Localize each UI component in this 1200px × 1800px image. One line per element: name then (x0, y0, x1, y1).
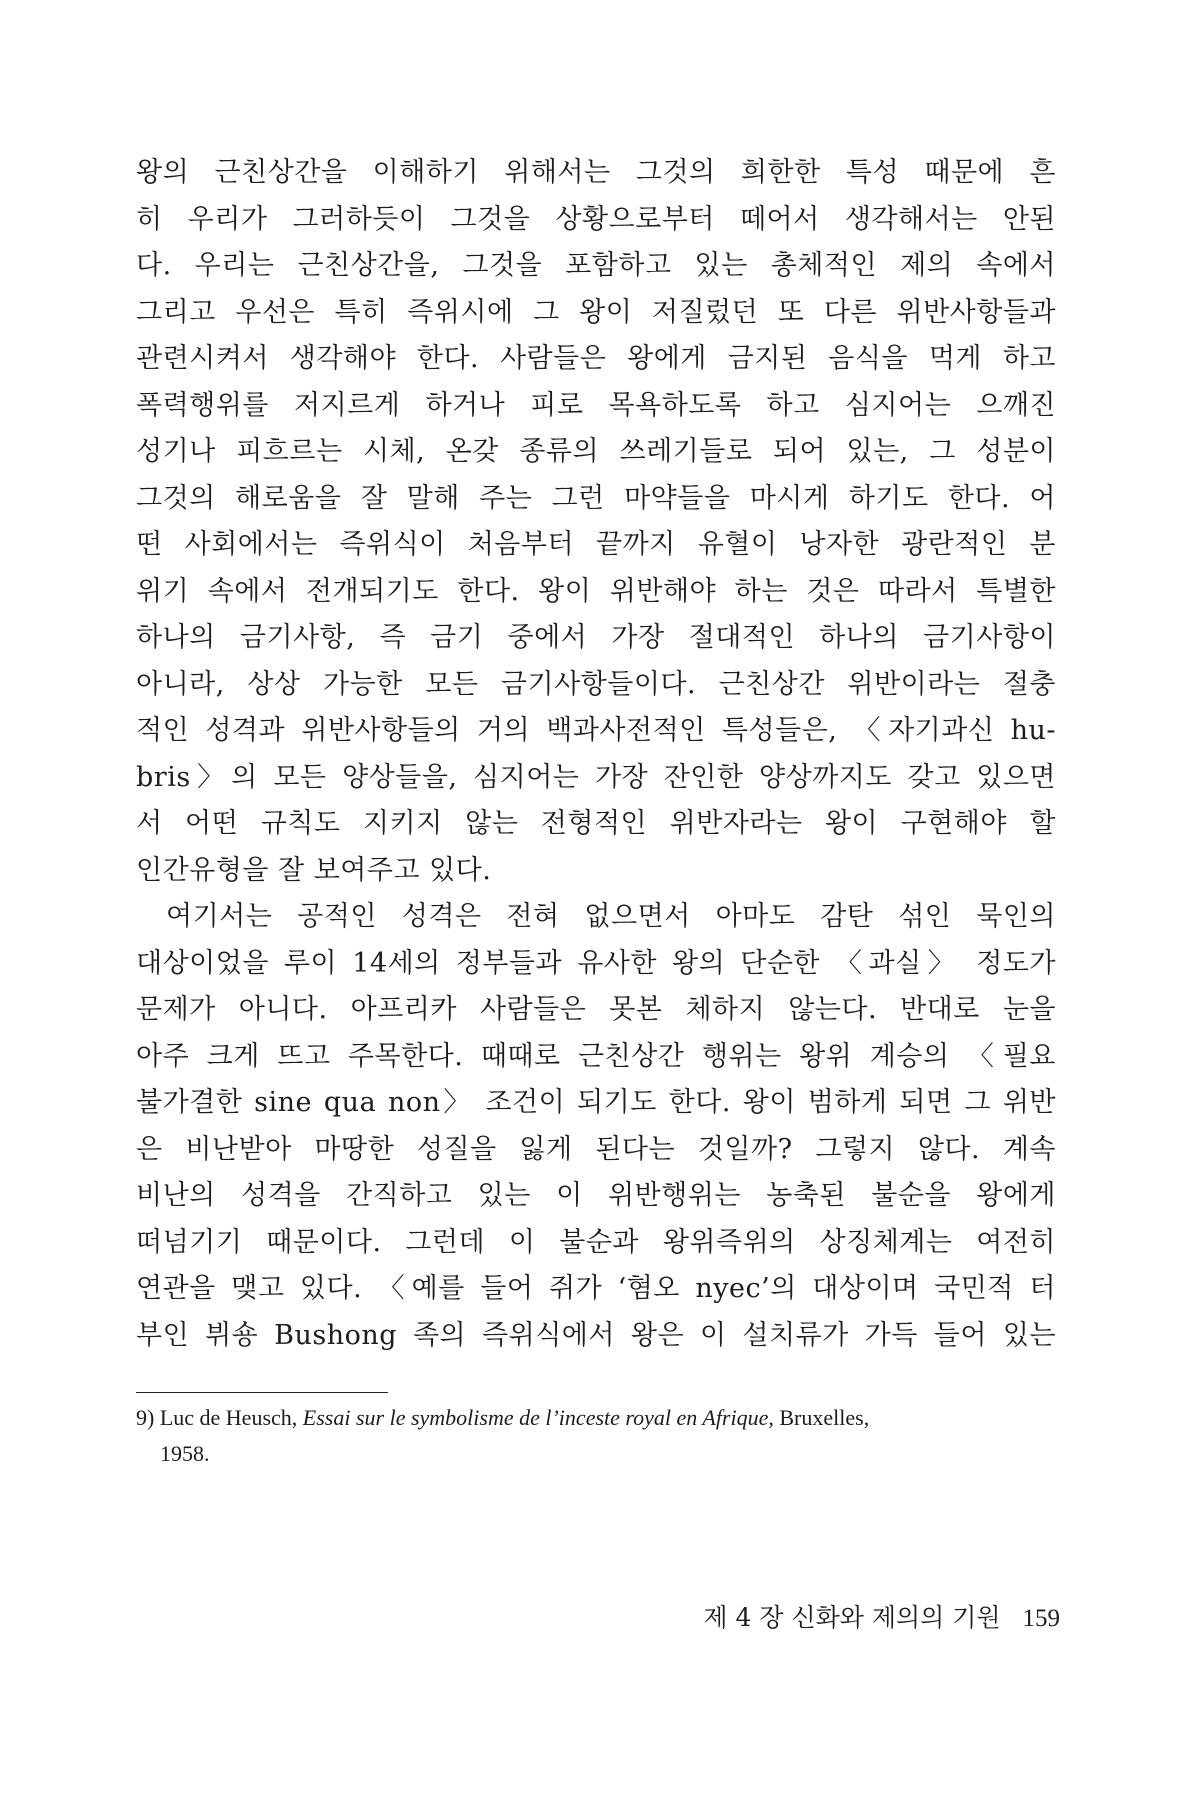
chapter-title: 제 4 장 신화와 제의의 기원 (703, 1603, 1001, 1632)
body-text (136, 150, 1056, 1359)
text-line: 폭력행위를 저지르게 하거나 피로 목욕하도록 하고 심지어는 으깨진 (136, 389, 1056, 421)
text-line: 적인 성격과 위반사항들의 거의 백과사전적인 특성들은, 〈자기과신 hu- (136, 715, 1056, 746)
footnote-author: Luc de Heusch, (159, 1405, 298, 1430)
text-line: 그리고 우선은 특히 즉위시에 그 왕이 저질렀던 또 다른 위반사항들과 (136, 296, 1056, 328)
text-line: 하나의 금기사항, 즉 금기 중에서 가장 절대적인 하나의 금기사항이 (136, 622, 1056, 653)
text-line: 문제가 아니다. 아프리카 사람들은 못본 체하지 않는다. 반대로 눈을 (136, 994, 1056, 1025)
text-line: 관련시켜서 생각해야 한다. 사람들은 왕에게 금지된 음식을 먹게 하고 (136, 343, 1056, 374)
footnote-number: 9) (136, 1405, 155, 1430)
text-line: 연관을 맺고 있다. 〈예를 들어 쥐가 ‘혐오 nyec’의 대상이며 국민적 터 (136, 1273, 1056, 1304)
text-line: 위기 속에서 전개되기도 한다. 왕이 위반해야 하는 것은 따라서 특별한 (136, 575, 1056, 607)
text-line: 여기서는 공적인 성격은 전혀 없으면서 아마도 감탄 섞인 묵인의 (166, 901, 1056, 932)
footnote-place: Bruxelles, (779, 1405, 870, 1430)
footnote-year: 1958. (160, 1441, 210, 1466)
text-line: 성기나 피흐르는 시체, 온갖 종류의 쓰레기들로 되어 있는, 그 성분이 (136, 436, 1056, 467)
text-line: bris〉의 모든 양상들을, 심지어는 가장 잔인한 양상까지도 갖고 있으면 (136, 761, 1056, 793)
footnote (136, 1400, 1056, 1472)
page-number: 159 (1022, 1605, 1060, 1632)
text-line: 떤 사회에서는 즉위식이 처음부터 끝까지 유혈이 낭자한 광란적인 분 (136, 529, 1056, 560)
text-line: 떠넘기기 때문이다. 그런데 이 불순과 왕위즉위의 상징체계는 여전히 (136, 1226, 1056, 1258)
text-line: 은 비난받아 마땅한 성질을 잃게 된다는 것일까? 그렇지 않다. 계속 (136, 1133, 1056, 1165)
text-line: 아니라, 상상 가능한 모든 금기사항들이다. 근친상간 위반이라는 절충 (136, 668, 1056, 700)
footnote-title: Essai sur le symbolisme de l’inceste royal en Afrique, (302, 1405, 774, 1430)
text-line: 부인 뷔숑 Bushong 족의 즉위식에서 왕은 이 설치류가 가득 들어 있는 (136, 1319, 1056, 1351)
text-line: 아주 크게 뜨고 주목한다. 때때로 근친상간 행위는 왕위 계승의 〈필요 (136, 1040, 1056, 1072)
text-line: 왕의 근친상간을 이해하기 위해서는 그것의 희한한 특성 때문에 흔 (136, 157, 1056, 188)
running-footer (703, 1600, 1060, 1637)
text-line: 비난의 성격을 간직하고 있는 이 위반행위는 농축된 불순을 왕에게 (136, 1180, 1056, 1211)
footnote-line (136, 1400, 1056, 1436)
text-line: 인간유형을 잘 보여주고 있다. (136, 854, 492, 886)
text-line: 다. 우리는 근친상간을, 그것을 포함하고 있는 총체적인 제의 속에서 (136, 250, 1056, 281)
text-line: 불가결한 sine qua non〉 조건이 되기도 한다. 왕이 범하게 되면 그 위반 (136, 1087, 1056, 1118)
text-line: 히 우리가 그러하듯이 그것을 상황으로부터 떼어서 생각해서는 안된 (136, 203, 1056, 235)
text-line: 대상이었을 루이 14세의 정부들과 유사한 왕의 단순한 〈과실〉 정도가 (136, 947, 1056, 979)
text-line: 서 어떤 규칙도 지키지 않는 전형적인 위반자라는 왕이 구현해야 할 (136, 808, 1056, 839)
footnote-divider (136, 1392, 388, 1393)
text-line: 그것의 해로움을 잘 말해 주는 그런 마약들을 마시게 하기도 한다. 어 (136, 482, 1056, 514)
